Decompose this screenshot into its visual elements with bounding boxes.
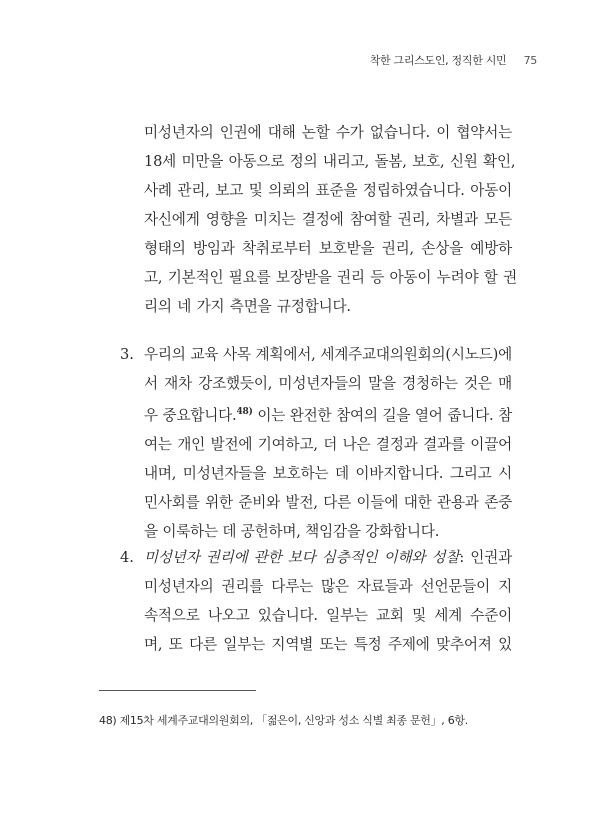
paragraph-line: 미성년자의 권리를 다루는 많은 자료들과 선언문들이 지 (144, 578, 512, 595)
paragraph-line: 을 이룩하는 데 공헌하며, 책임감을 강화합니다. (144, 522, 440, 540)
paragraph-line: 서 재차 강조했듯이, 미성년자들의 말을 경청하는 것은 매 (144, 375, 512, 392)
intro-paragraph (144, 118, 518, 321)
paragraph-line: 18세 미만을 아동으로 정의 내리고, 돌봄, 보호, 신원 확인, (144, 153, 516, 170)
list-number: 4. (120, 549, 134, 566)
page-number: 75 (523, 54, 537, 67)
list-number: 3. (120, 346, 134, 363)
list-item-body (144, 340, 512, 546)
paragraph-line: 사례 관리, 보고 및 의뢰의 표준을 정립하였습니다. 아동이 (144, 182, 512, 199)
list-item-body (144, 543, 512, 659)
line-segment: 이는 완전한 참여의 길을 열어 줍니다. 참 (252, 406, 513, 424)
footnote-divider (99, 690, 256, 691)
running-header-title: 착한 그리스도인, 정직한 시민 (369, 54, 507, 67)
footnote-reference[interactable]: 48) (236, 407, 253, 417)
line-segment: : 인권과 (459, 549, 512, 566)
paragraph-line: 미성년자의 인권에 대해 논할 수가 없습니다. 이 협약서는 (144, 124, 512, 141)
paragraph-line: 속적으로 나오고 있습니다. 일부는 교회 및 세계 수준이 (144, 607, 512, 624)
paragraph-line: 내며, 미성년자들을 보호하는 데 이바지합니다. 그리고 시 (144, 464, 512, 482)
paragraph-line: 민사회를 위한 준비와 발전, 다른 이들에 대한 관용과 존중 (144, 493, 512, 511)
running-header (0, 52, 537, 68)
paragraph-line: 우리의 교육 사목 계획에서, 세계주교대의원회의(시노드)에 (144, 346, 512, 363)
paragraph-line: 형태의 방임과 착취로부터 보호받을 권리, 손상을 예방하 (144, 240, 512, 257)
footnote: 48) 제15차 세계주교대의원회의, 「젊은이, 신앙과 성소 식별 최종 문헌」, 6항. (99, 714, 468, 727)
paragraph-line: 고, 기본적인 필요를 보장받을 권리 등 아동이 누려야 할 권 (144, 269, 518, 286)
line-segment: 우 중요합니다. (144, 406, 237, 424)
paragraph-line: 자신에게 영향을 미치는 결정에 참여할 권리, 차별과 모든 (144, 211, 512, 228)
italic-heading: 미성년자 권리에 관한 보다 심층적인 이해와 성찰 (144, 549, 460, 566)
paragraph-line: 리의 네 가지 측면을 규정합니다. (144, 298, 351, 315)
paragraph-line: 며, 또 다른 일부는 지역별 또는 특정 주제에 맞추어져 있 (144, 636, 512, 653)
paragraph-line (144, 543, 512, 572)
paragraph-line (144, 398, 512, 430)
paragraph-line: 여는 개인 발전에 기여하고, 더 나은 결정과 결과를 이끌어 (144, 435, 512, 453)
